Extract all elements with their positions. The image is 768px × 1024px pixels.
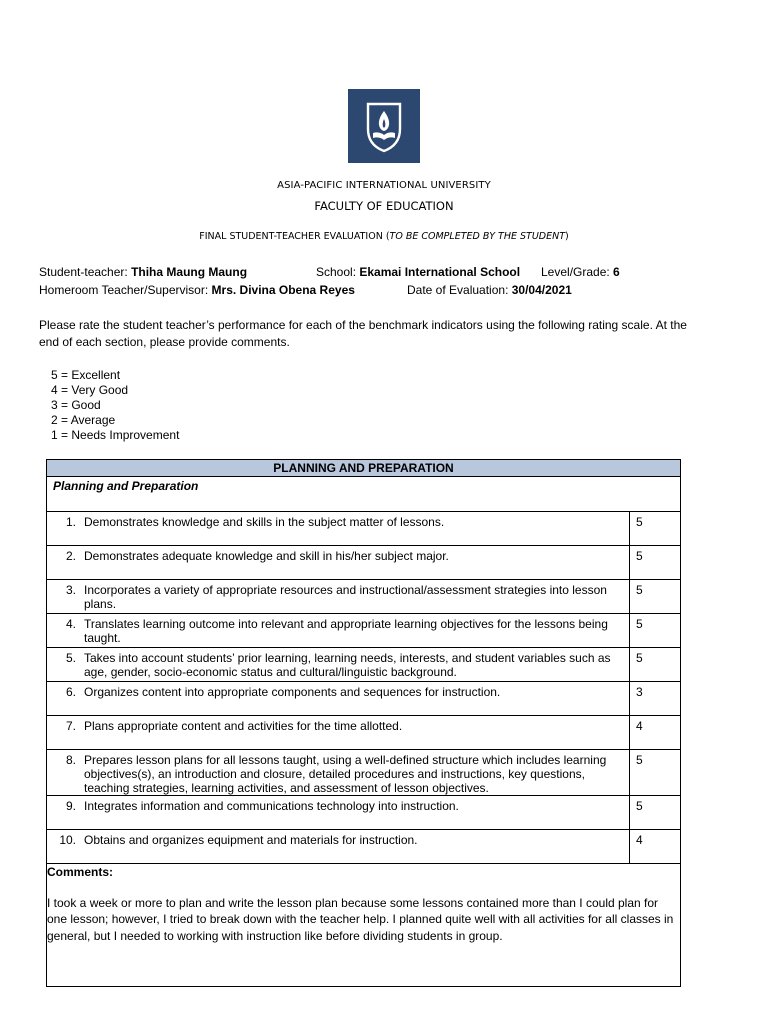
indicator-cell [47, 796, 630, 830]
school-field [316, 265, 520, 279]
faculty-name: FACULTY OF EDUCATION [314, 199, 454, 213]
date-value: 30/04/2021 [511, 283, 572, 297]
indicator-number: 2. [65, 549, 76, 563]
table-row [47, 648, 681, 682]
rating-scale-item: 1 = Needs Improvement [51, 428, 180, 442]
rating-scale-item: 3 = Good [51, 398, 101, 412]
table-row [47, 716, 681, 750]
table-row [47, 614, 681, 648]
indicator-text: Takes into account students’ prior learning, learning needs, interests, and student variables such as age, gender, socio-economic status and cultural/linguistic background. [84, 651, 611, 679]
indicator-cell [47, 830, 630, 864]
indicator-number: 4. [65, 617, 76, 631]
form-title-suffix: ) [565, 231, 569, 242]
indicator-cell [47, 614, 630, 648]
section-header: PLANNING AND PREPARATION [47, 460, 681, 477]
university-logo [348, 89, 420, 163]
indicator-cell [47, 716, 630, 750]
indicator-text: Demonstrates knowledge and skills in the subject matter of lessons. [84, 515, 445, 529]
score-cell: 5 [630, 750, 681, 796]
indicator-text: Obtains and organizes equipment and materials for instruction. [84, 833, 418, 847]
supervisor-label: Homeroom Teacher/Supervisor: [39, 283, 212, 297]
table-row [47, 682, 681, 716]
evaluation-table [46, 459, 681, 987]
indicator-number: 7. [65, 719, 76, 733]
date-label: Date of Evaluation: [407, 283, 512, 297]
indicator-cell [47, 682, 630, 716]
indicator-number: 8. [65, 753, 76, 767]
indicator-text: Plans appropriate content and activities for the time allotted. [84, 719, 403, 733]
comments-label: Comments: [47, 865, 114, 879]
score-cell: 4 [630, 830, 681, 864]
section-subheader-row [47, 477, 681, 512]
score-cell: 4 [630, 716, 681, 750]
table-row [47, 512, 681, 546]
student-teacher-label: Student-teacher: [39, 265, 132, 279]
instructions-line-1: Please rate the student teacher’s performance for each of the benchmark indicators using the following rating scale. At the [39, 318, 687, 332]
indicator-text: Organizes content into appropriate components and sequences for instruction. [84, 685, 501, 699]
level-value: 6 [613, 265, 620, 279]
table-row [47, 546, 681, 580]
rating-scale [51, 368, 179, 443]
university-name: ASIA-PACIFIC INTERNATIONAL UNIVERSITY [277, 180, 491, 191]
indicator-cell [47, 580, 630, 614]
score-cell: 3 [630, 682, 681, 716]
table-row [47, 830, 681, 864]
indicator-number: 3. [65, 583, 76, 597]
indicator-number: 6. [65, 685, 76, 699]
indicator-number: 5. [65, 651, 76, 665]
score-cell: 5 [630, 648, 681, 682]
score-cell: 5 [630, 580, 681, 614]
indicator-text: Incorporates a variety of appropriate resources and instructional/assessment strategies into lesson plans. [84, 583, 607, 611]
score-cell: 5 [630, 796, 681, 830]
level-label: Level/Grade: [541, 265, 614, 279]
table-row [47, 750, 681, 796]
rating-scale-item: 2 = Average [51, 413, 116, 427]
rating-scale-item: 5 = Excellent [51, 368, 121, 382]
score-cell: 5 [630, 512, 681, 546]
indicator-number: 1. [65, 515, 76, 529]
indicator-cell [47, 546, 630, 580]
indicator-number: 9. [65, 799, 76, 813]
section-header-row [47, 460, 681, 477]
form-title-italic: TO BE COMPLETED BY THE STUDENT [389, 231, 565, 242]
score-cell: 5 [630, 546, 681, 580]
indicator-number: 10. [59, 833, 76, 847]
shield-flame-book-icon [348, 89, 420, 163]
school-value: Ekamai International School [359, 265, 521, 279]
indicator-text: Prepares lesson plans for all lessons taught, using a well-defined structure which includes learning objectives(s), an introduction and closure, detailed procedures and instructions, key questions, teaching strategies, learning activities, and assessment of lesson objectives. [84, 753, 607, 795]
comments-cell [47, 864, 681, 987]
score-cell: 5 [630, 614, 681, 648]
comments-row [47, 864, 681, 987]
indicator-cell [47, 750, 630, 796]
level-field [541, 265, 620, 279]
indicator-text: Demonstrates adequate knowledge and skill in his/her subject major. [84, 549, 449, 563]
date-field [407, 283, 572, 297]
school-label: School: [316, 265, 360, 279]
rating-scale-item: 4 = Very Good [51, 383, 129, 397]
instructions-line-2: end of each section, please provide comments. [39, 334, 290, 349]
form-title-prefix: FINAL STUDENT-TEACHER EVALUATION ( [199, 231, 390, 242]
form-title [0, 231, 768, 242]
table-row [47, 580, 681, 614]
comments-text: I took a week or more to plan and write the lesson plan because some lessons contained more than I could plan for one lesson; however, I tried to break down with the teacher help. I planned quite well with all activities for all classes in general, but I needed to working with instruction like before dividing students in group. [47, 895, 674, 943]
instructions [39, 317, 729, 350]
indicator-text: Translates learning outcome into relevant and appropriate learning objectives for the lessons being taught. [84, 617, 608, 645]
indicator-cell [47, 648, 630, 682]
table-row [47, 796, 681, 830]
student-teacher-value: Thiha Maung Maung [131, 265, 248, 279]
supervisor-field [39, 283, 355, 297]
section-subheader: Planning and Preparation [47, 477, 681, 512]
indicator-cell [47, 512, 630, 546]
supervisor-value: Mrs. Divina Obena Reyes [211, 283, 355, 297]
indicator-text: Integrates information and communications technology into instruction. [84, 799, 459, 813]
student-teacher-field [39, 265, 247, 279]
